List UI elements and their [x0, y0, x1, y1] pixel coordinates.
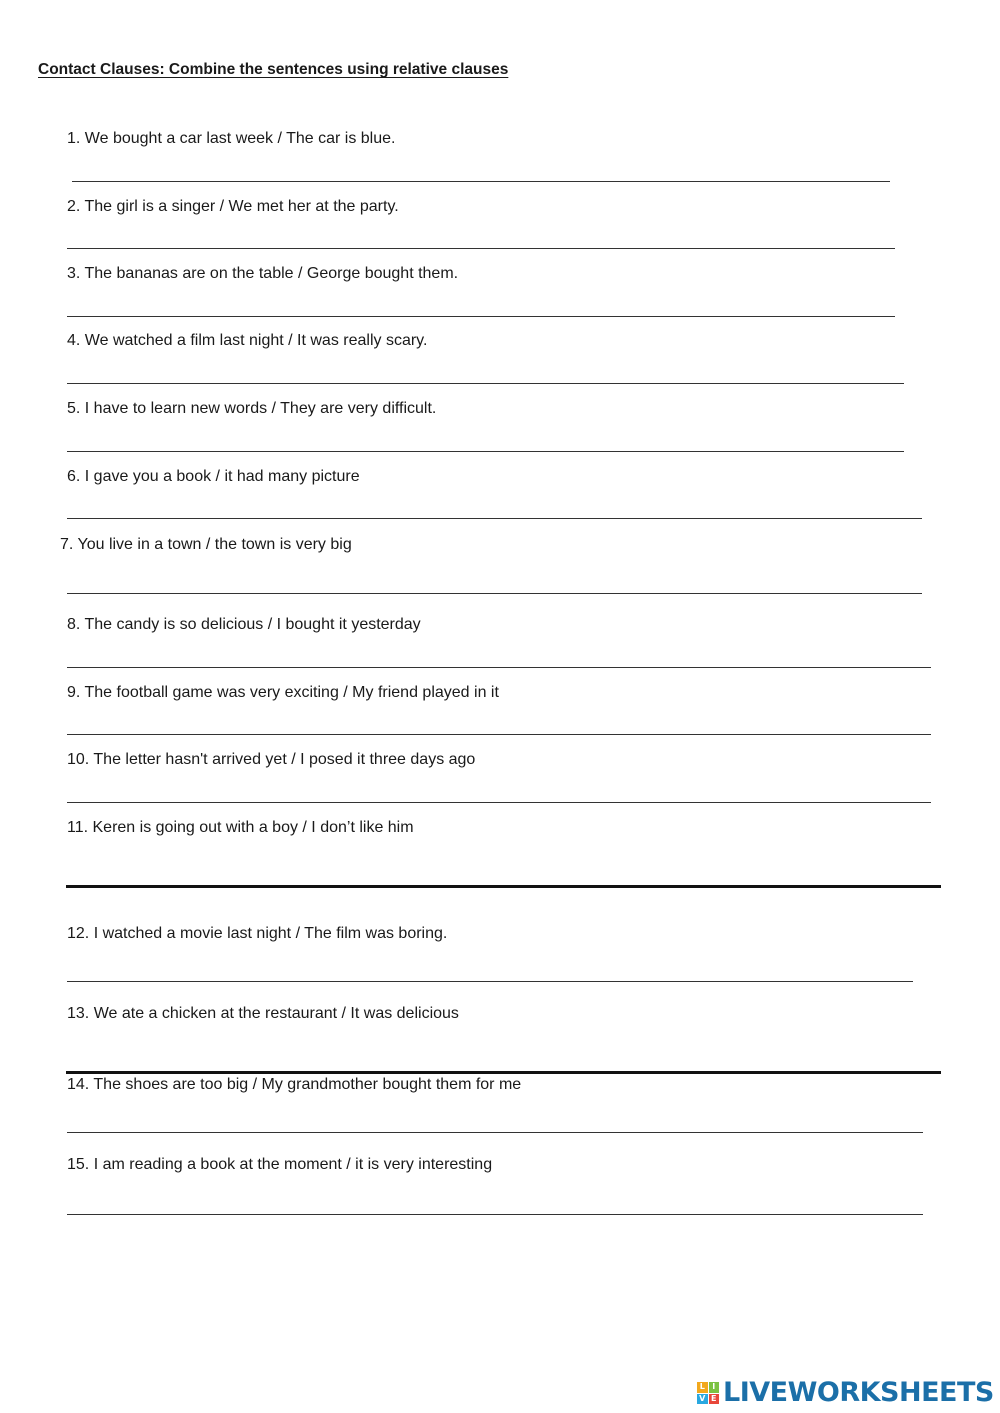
answer-line-9[interactable] [67, 734, 931, 735]
answer-line-15[interactable] [67, 1214, 923, 1215]
question-6: 6. I gave you a book / it had many picture [67, 468, 360, 485]
logo-tile-v: V [697, 1394, 708, 1405]
question-1: 1. We bought a car last week / The car is blue. [67, 130, 396, 147]
answer-line-6[interactable] [67, 518, 922, 519]
answer-line-1[interactable] [72, 181, 890, 182]
answer-line-10[interactable] [67, 802, 931, 803]
question-5: 5. I have to learn new words / They are very difficult. [67, 400, 437, 417]
answer-line-13[interactable] [66, 1071, 941, 1074]
question-12: 12. I watched a movie last night / The film was boring. [67, 925, 448, 942]
question-4: 4. We watched a film last night / It was really scary. [67, 332, 428, 349]
answer-line-4[interactable] [67, 383, 904, 384]
question-13: 13. We ate a chicken at the restaurant / It was delicious [67, 1005, 459, 1022]
liveworksheets-logo [697, 1378, 994, 1408]
answer-line-12[interactable] [67, 981, 913, 982]
question-11: 11. Keren is going out with a boy / I don’t like him [67, 819, 414, 836]
logo-tile-i: I [709, 1382, 720, 1393]
answer-line-5[interactable] [67, 451, 904, 452]
logo-mark-icon [697, 1382, 719, 1404]
answer-line-3[interactable] [67, 316, 895, 317]
logo-tile-l: L [697, 1382, 708, 1393]
worksheet-title: Contact Clauses: Combine the sentences using relative clauses [38, 61, 509, 78]
question-9: 9. The football game was very exciting / My friend played in it [67, 684, 499, 701]
answer-line-7[interactable] [67, 593, 922, 594]
question-8: 8. The candy is so delicious / I bought it yesterday [67, 616, 421, 633]
answer-line-2[interactable] [67, 248, 895, 249]
answer-line-8[interactable] [67, 667, 931, 668]
answer-line-11[interactable] [66, 885, 941, 888]
logo-tile-e: E [709, 1394, 720, 1405]
question-14: 14. The shoes are too big / My grandmother bought them for me [67, 1076, 522, 1093]
answer-line-14[interactable] [67, 1132, 923, 1133]
question-2: 2. The girl is a singer / We met her at the party. [67, 198, 399, 215]
question-10: 10. The letter hasn't arrived yet / I posed it three days ago [67, 751, 476, 768]
logo-text: LIVEWORKSHEETS [723, 1377, 994, 1408]
question-3: 3. The bananas are on the table / George bought them. [67, 265, 459, 282]
question-7: 7. You live in a town / the town is very big [60, 536, 352, 553]
question-15: 15. I am reading a book at the moment / it is very interesting [67, 1156, 493, 1173]
